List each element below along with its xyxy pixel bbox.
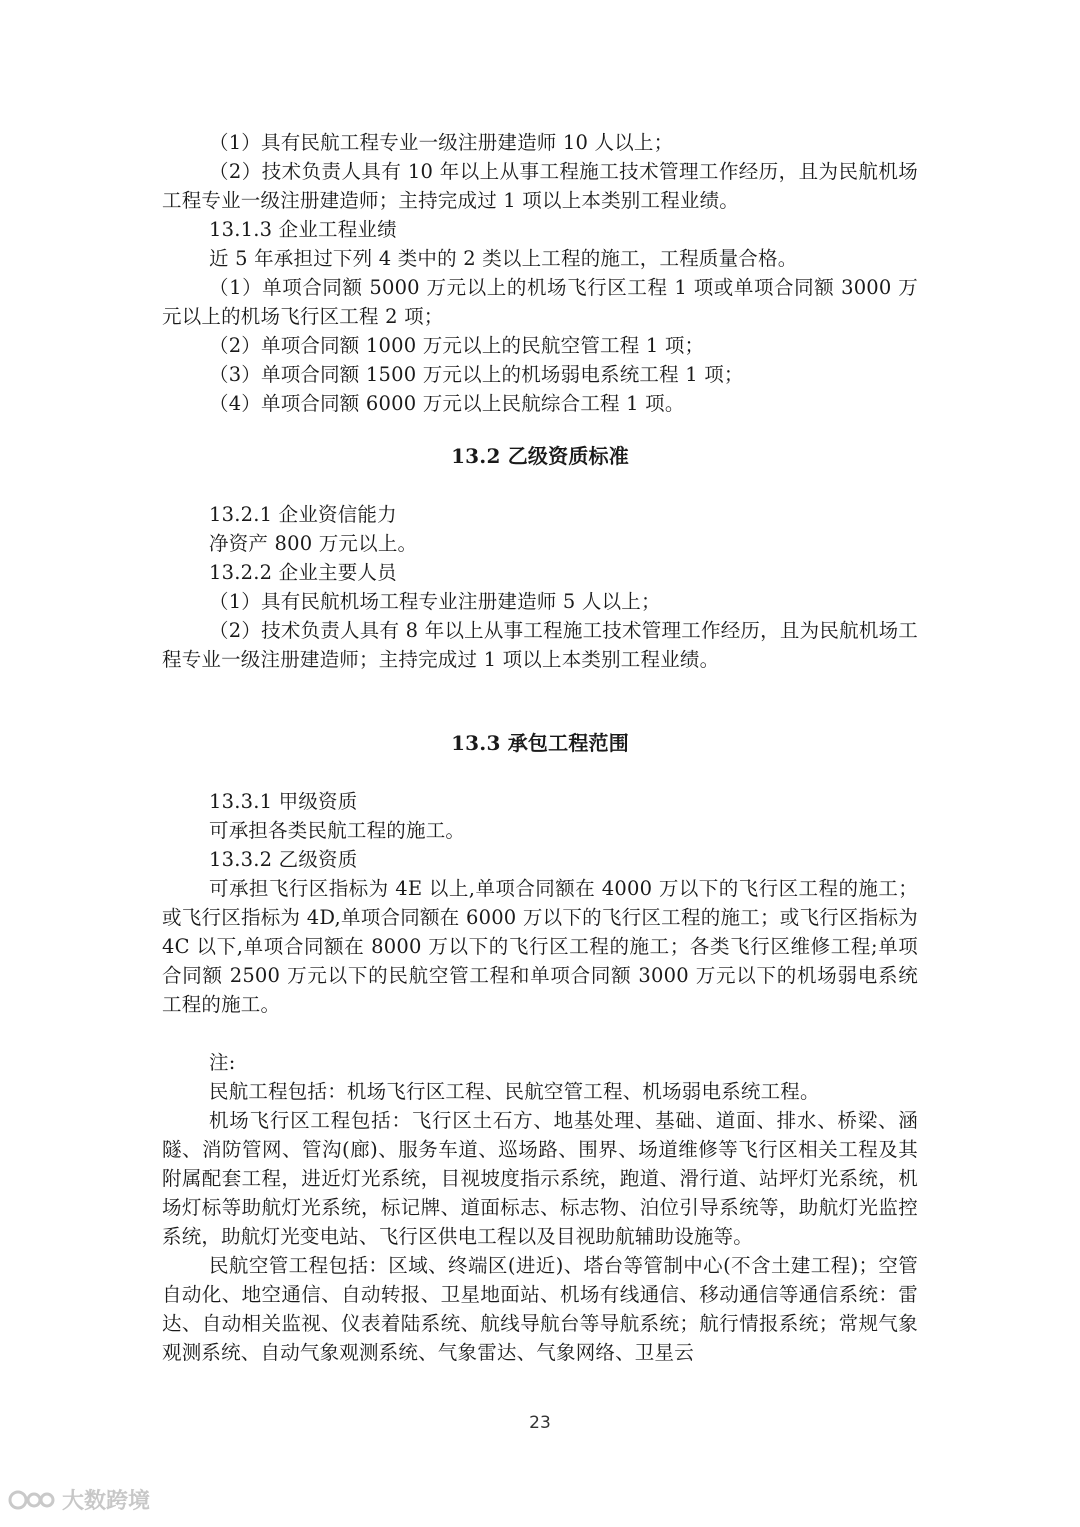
paragraph: 民航空管工程包括：区域、终端区(进近)、塔台等管制中心(不含土建工程)；空管自动化、地空通信、自动转报、卫星地面站、机场有线通信、移动通信等通信系统：雷达、自动相关监视、仪表着陆系统、航线导航台等导航系统；航行情报系统；常规气象观测系统、自动气象观测系统、气象雷达、气象网络、卫星云 [162, 1254, 918, 1364]
document-page [162, 128, 918, 1367]
section-title: 13.1.3 企业工程业绩 [209, 218, 397, 241]
paragraph: （2）单项合同额 1000 万元以上的民航空管工程 1 项； [209, 334, 705, 357]
section-title: 13.2.1 企业资信能力 [209, 503, 397, 526]
paragraph: 净资产 800 万元以上。 [209, 532, 418, 555]
paragraph: 机场飞行区工程包括：飞行区土石方、地基处理、基础、道面、排水、桥梁、涵隧、消防管网、管沟(廊)、服务车道、巡场路、围界、场道维修等飞行区相关工程及其附属配套工程，进近灯光系统，目视坡度指示系统，跑道、滑行道、站坪灯光系统，机场灯标等助航灯光系统，标记牌、道面标志、标志物、泊位引导系统等，助航灯光监控系统，助航灯光变电站、飞行区供电工程以及目视助航辅助设施等。 [162, 1109, 918, 1248]
watermark [8, 1484, 150, 1515]
section-title: 13.2.2 企业主要人员 [209, 561, 397, 584]
heading-13-3: 13.3 承包工程范围 [451, 731, 629, 755]
paragraph: 民航工程包括：机场飞行区工程、民航空管工程、机场弱电系统工程。 [209, 1080, 820, 1103]
heading-13-2: 13.2 乙级资质标准 [451, 444, 629, 468]
paragraph: （1）具有民航机场工程专业注册建造师 5 人以上； [209, 590, 661, 613]
note-label: 注: [209, 1051, 236, 1074]
paragraph: 可承担飞行区指标为 4E 以上,单项合同额在 4000 万以下的飞行区工程的施工；或飞行区指标为 4D,单项合同额在 6000 万以下的飞行区工程的施工；或飞行区指标为 4C 以下,单项合同额在 8000 万以下的飞行区工程的施工；各类飞行区维修工程;单项合同额 2500 万元以下的民航空管工程和单项合同额 3000 万元以下的机场弱电系统工程的施工。 [162, 877, 918, 1016]
section-title: 13.3.2 乙级资质 [209, 848, 358, 871]
paragraph: （4）单项合同额 6000 万元以上民航综合工程 1 项。 [209, 392, 685, 415]
paragraph: （2）技术负责人具有 10 年以上从事工程施工技术管理工作经历，且为民航机场工程专业一级注册建造师；主持完成过 1 项以上本类别工程业绩。 [162, 160, 918, 212]
page-number: 23 [529, 1413, 551, 1433]
paragraph: （2）技术负责人具有 8 年以上从事工程施工技术管理工作经历，且为民航机场工程专业一级注册建造师；主持完成过 1 项以上本类别工程业绩。 [162, 619, 918, 671]
paragraph: （1）具有民航工程专业一级注册建造师 10 人以上； [209, 131, 674, 154]
paragraph: 可承担各类民航工程的施工。 [209, 819, 466, 842]
paragraph: （1）单项合同额 5000 万元以上的机场飞行区工程 1 项或单项合同额 3000 万元以上的机场飞行区工程 2 项； [162, 276, 918, 328]
watermark-text: 大数跨境 [62, 1489, 151, 1514]
section-title: 13.3.1 甲级资质 [209, 790, 358, 813]
watermark-logo-icon [8, 1487, 56, 1513]
paragraph: （3）单项合同额 1500 万元以上的机场弱电系统工程 1 项； [209, 363, 744, 386]
paragraph: 近 5 年承担过下列 4 类中的 2 类以上工程的施工，工程质量合格。 [209, 247, 798, 270]
